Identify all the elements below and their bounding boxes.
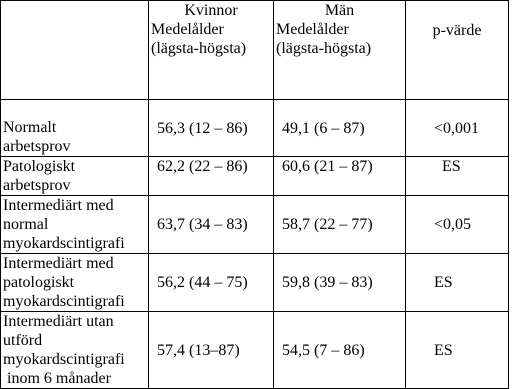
header-men-line3: (lägsta-högsta) (276, 40, 372, 57)
row-label-line: arbetsprov (3, 138, 71, 155)
men-age-cell: 49,1 (6 – 87) (274, 100, 406, 157)
men-age-cell: 60,6 (21 – 87) (274, 157, 406, 196)
women-age-cell: 62,2 (22 – 86) (149, 157, 274, 196)
table-row (1, 312, 509, 389)
p-value-cell: <0,001 (406, 100, 509, 157)
header-women-line1: Kvinnor (184, 2, 238, 19)
row-label (1, 312, 149, 389)
header-men-line2: Medelålder (276, 21, 349, 38)
header-men-line1: Män (324, 2, 355, 19)
row-label-line: patologiskt (3, 274, 75, 291)
header-p-value: p-värde (406, 1, 509, 100)
row-label-line: Patologiskt (3, 158, 76, 175)
row-label (1, 157, 149, 196)
women-age-cell: 57,4 (13–87) (149, 312, 274, 389)
table-header-row (1, 1, 509, 100)
row-label-line: Intermediärt med (3, 197, 114, 214)
row-label-line: inom 6 månader (3, 370, 111, 387)
men-age-cell: 54,5 (7 – 86) (274, 312, 406, 389)
header-women-line3: (lägsta-högsta) (151, 40, 247, 57)
header-empty-cell (1, 1, 149, 100)
row-label-line: Intermediärt utan (3, 313, 114, 330)
row-label (1, 100, 149, 157)
table-row (1, 254, 509, 312)
row-label (1, 196, 149, 254)
men-age-cell: 59,8 (39 – 83) (274, 254, 406, 312)
header-men (274, 1, 406, 100)
row-label-line: myokardscintigrafi (3, 293, 125, 310)
table-row (1, 196, 509, 254)
row-label (1, 254, 149, 312)
women-age-cell: 56,2 (44 – 75) (149, 254, 274, 312)
row-label-line: Normalt (3, 119, 57, 136)
row-label-line: Intermediärt med (3, 255, 114, 272)
p-value-cell: ES (406, 157, 509, 196)
header-women (149, 1, 274, 100)
men-age-cell: 58,7 (22 – 77) (274, 196, 406, 254)
row-label-line: myokardscintigrafi (3, 235, 125, 252)
row-label-line: utförd (3, 332, 43, 349)
row-label-line: normal (3, 216, 49, 233)
p-value-cell: ES (406, 254, 509, 312)
row-label-line: arbetsprov (3, 177, 71, 194)
header-women-line2: Medelålder (151, 21, 224, 38)
table-row (1, 100, 509, 157)
women-age-cell: 63,7 (34 – 83) (149, 196, 274, 254)
p-value-cell: <0,05 (406, 196, 509, 254)
p-value-cell: ES (406, 312, 509, 389)
table-row (1, 157, 509, 196)
row-label-line: myokardscintigrafi (3, 351, 125, 368)
women-age-cell: 56,3 (12 – 86) (149, 100, 274, 157)
